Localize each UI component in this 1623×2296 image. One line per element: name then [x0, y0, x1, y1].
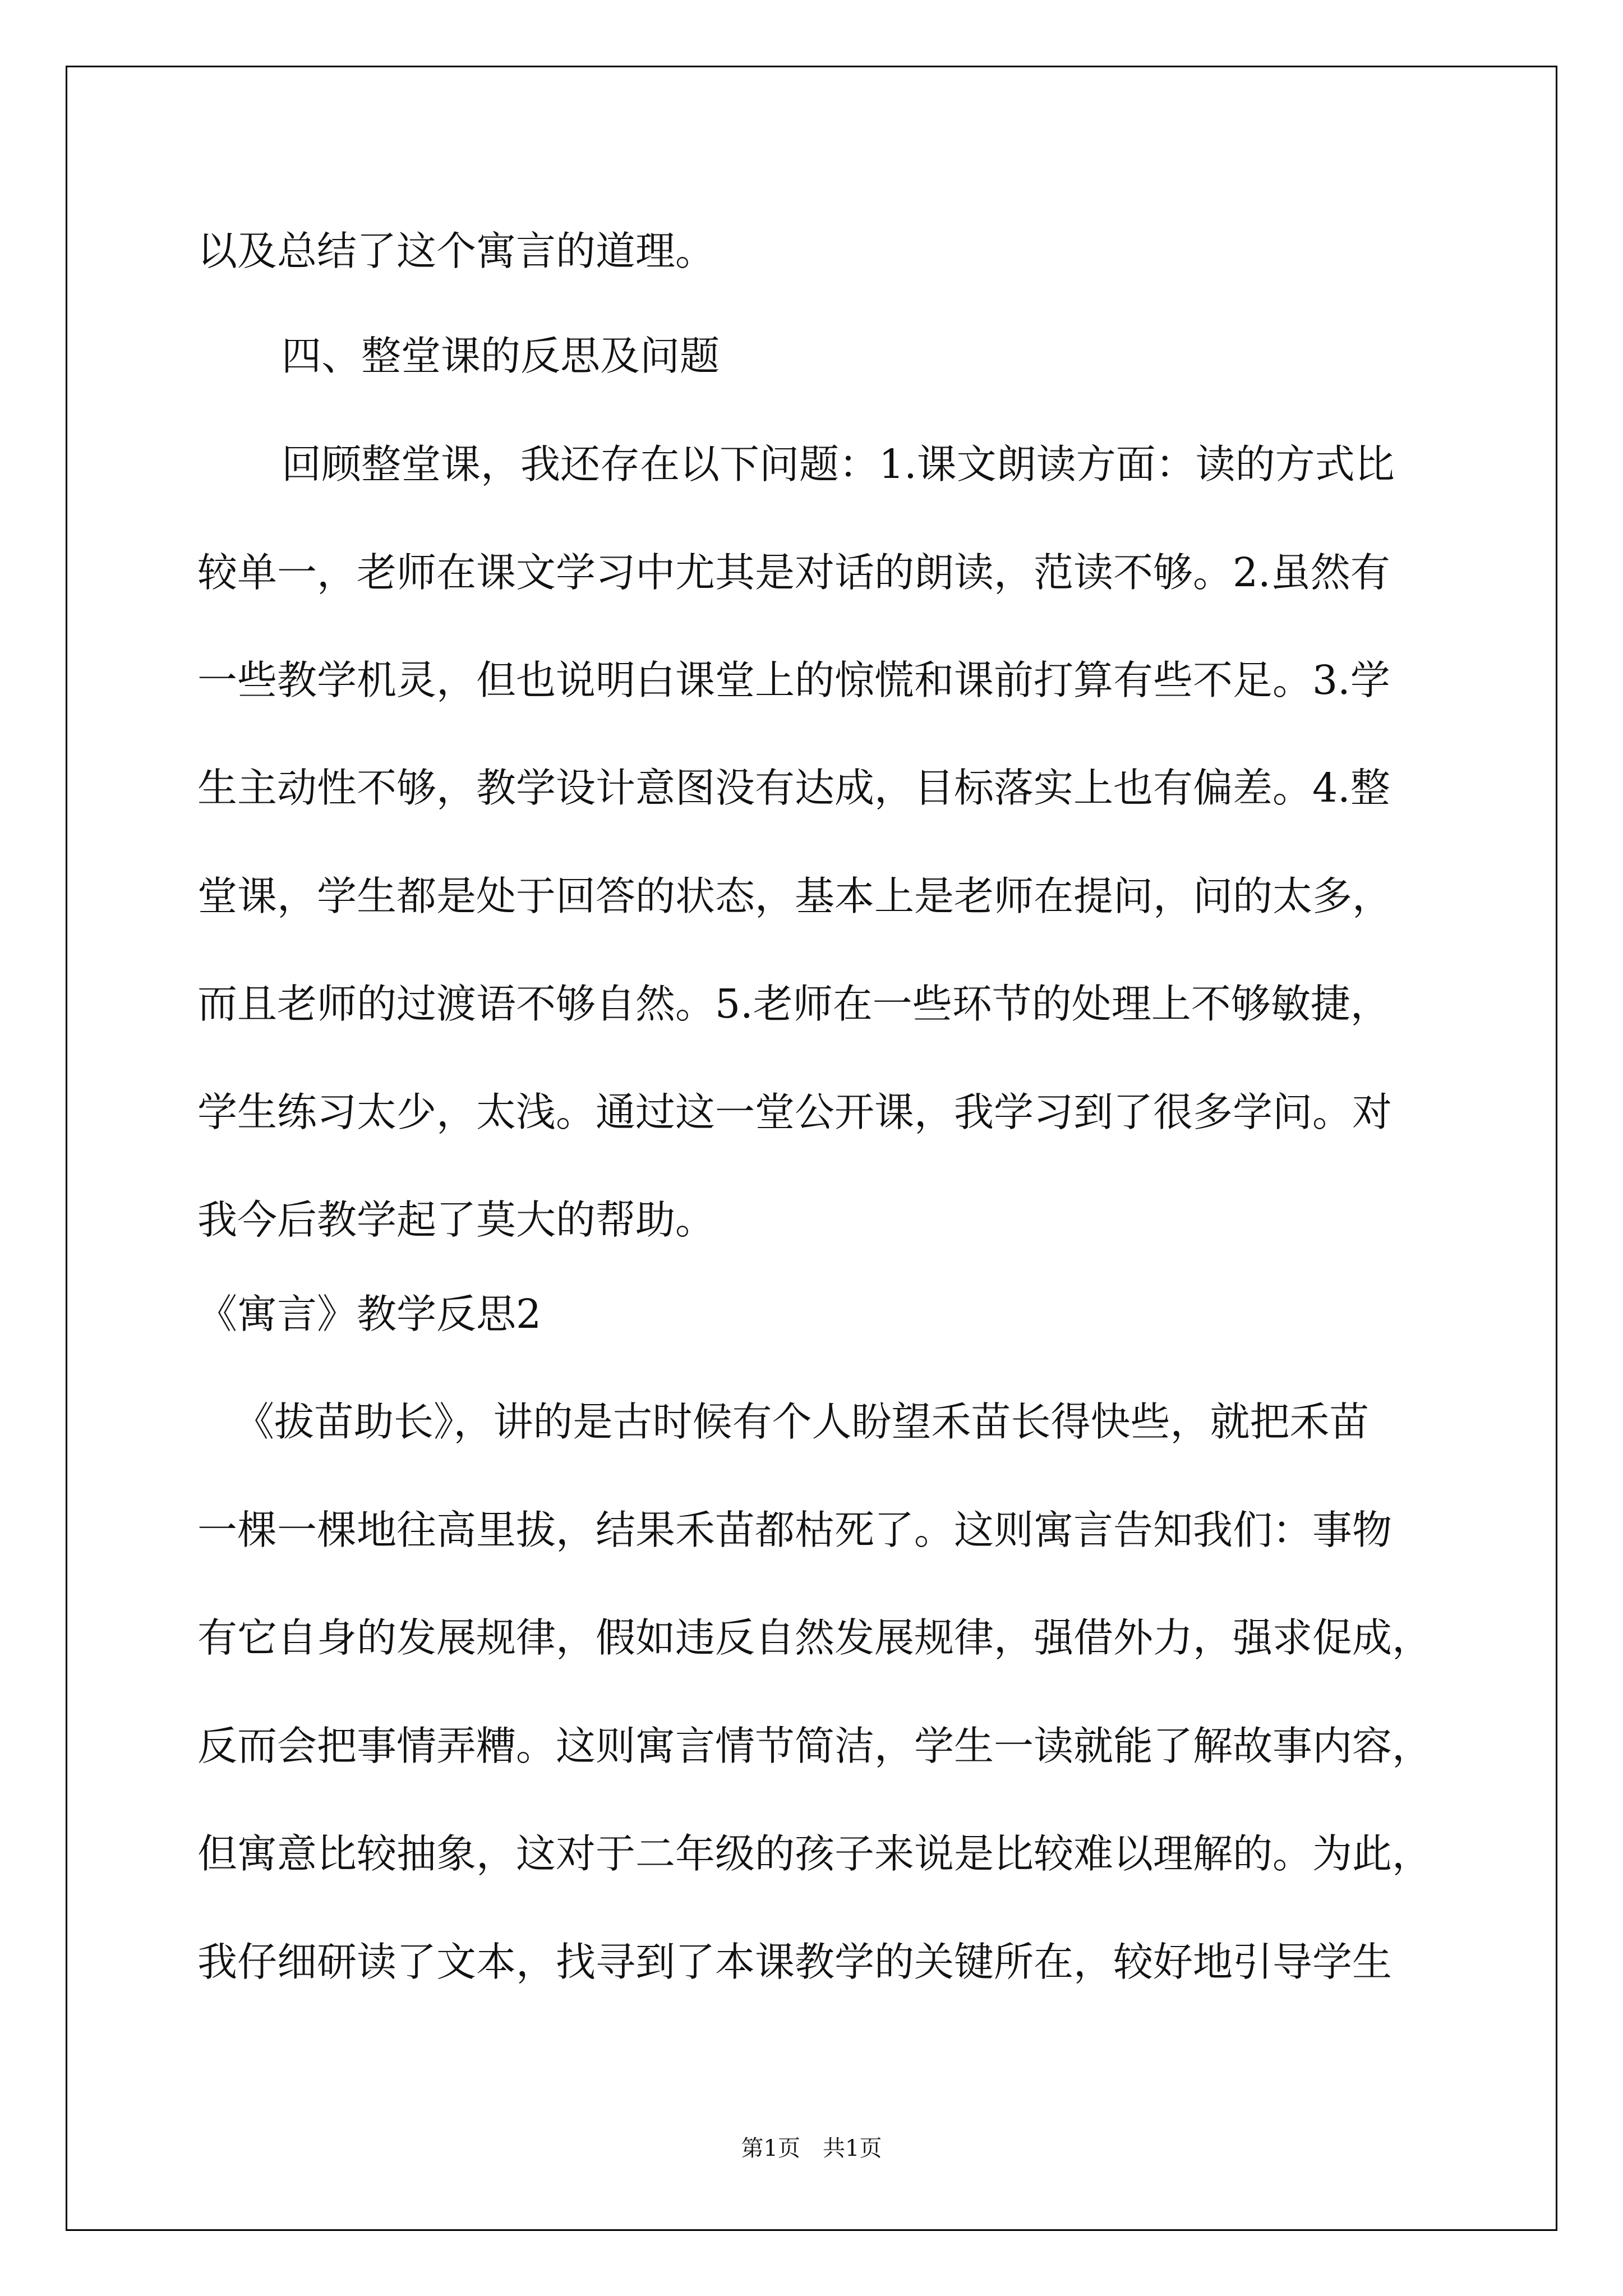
text-line: 堂课，学生都是处于回答的状态，基本上是老师在提问，问的太多， — [197, 873, 1393, 919]
text-line: 有它自身的发展规律，假如违反自然发展规律，强借外力，强求促成， — [197, 1614, 1432, 1661]
text-line: 我仔细研读了文本，找寻到了本课教学的关键所在，较好地引导学生 — [197, 1939, 1393, 1985]
article-title: 《寓言》教学反思2 — [197, 1291, 542, 1337]
text-line: 较单一，老师在课文学习中尤其是对话的朗读，范读不够。2.虽然有 — [197, 549, 1390, 596]
text-line: 《拔苗助长》，讲的是古时候有个人盼望禾苗长得快些，就把禾苗 — [234, 1398, 1370, 1445]
text-line: 而且老师的过渡语不够自然。5.老师在一些环节的处理上不够敏捷， — [197, 981, 1390, 1027]
text-line: 一些教学机灵，但也说明白课堂上的惊慌和课前打算有些不足。3.学 — [197, 657, 1390, 703]
text-line: 反而会把事情弄糟。这则寓言情节简洁，学生一读就能了解故事内容， — [197, 1723, 1432, 1769]
text-line: 回顾整堂课，我还存在以下问题：1.课文朗读方面：读的方式比 — [282, 441, 1395, 487]
page-footer: 第1页 共1页 — [741, 2136, 882, 2161]
text-line: 一棵一棵地往高里拔，结果禾苗都枯死了。这则寓言告知我们：事物 — [197, 1507, 1393, 1553]
text-line: 生主动性不够，教学设计意图没有达成，目标落实上也有偏差。4.整 — [197, 765, 1390, 811]
text-line: 我今后教学起了莫大的帮助。 — [197, 1197, 716, 1243]
section-heading: 四、整堂课的反思及问题 — [282, 333, 720, 379]
text-line: 但寓意比较抽象，这对于二年级的孩子来说是比较难以理解的。为此， — [197, 1830, 1432, 1877]
text-line: 学生练习太少，太浅。通过这一堂公开课，我学习到了很多学问。对 — [197, 1089, 1393, 1135]
page-border — [66, 66, 1557, 2231]
text-line: 以及总结了这个寓言的道理。 — [197, 228, 716, 274]
